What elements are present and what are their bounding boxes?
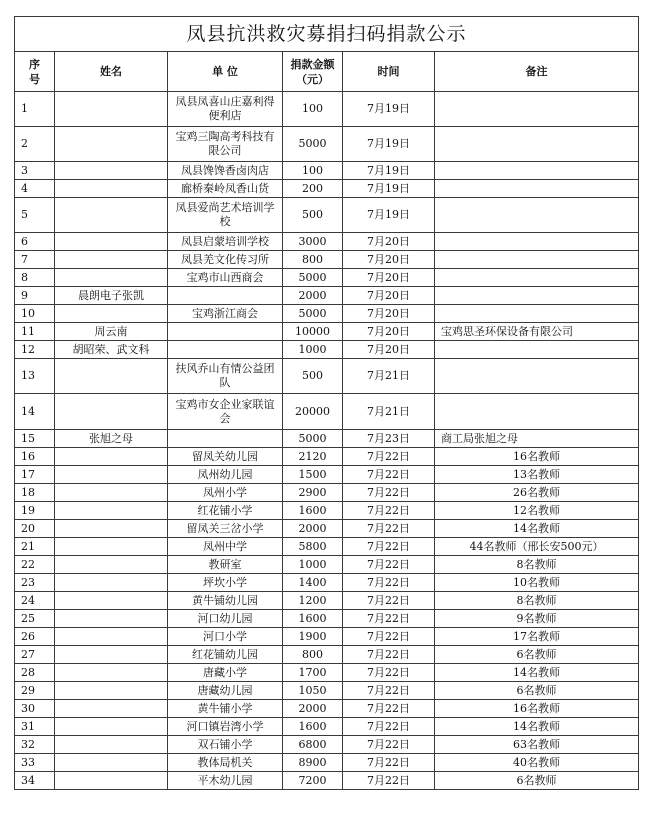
row-unit: 双石铺小学 [168, 736, 283, 754]
row-unit: 留凤关幼儿园 [168, 448, 283, 466]
row-seq: 19 [15, 502, 55, 520]
table-row [15, 664, 639, 682]
row-name [55, 269, 168, 287]
row-note [435, 162, 639, 180]
row-amount: 5000 [283, 269, 343, 287]
row-seq: 20 [15, 520, 55, 538]
row-unit: 宝鸡市女企业家联谊会 [168, 394, 283, 430]
table-row [15, 305, 639, 323]
donation-rows [15, 92, 639, 790]
row-amount: 1000 [283, 556, 343, 574]
row-amount: 6800 [283, 736, 343, 754]
row-time: 7月20日 [343, 287, 435, 305]
row-seq: 33 [15, 754, 55, 772]
row-seq: 32 [15, 736, 55, 754]
row-seq: 12 [15, 341, 55, 359]
row-unit: 凤县馋馋香卤肉店 [168, 162, 283, 180]
row-seq: 26 [15, 628, 55, 646]
row-amount: 1600 [283, 718, 343, 736]
row-note: 14名教师 [435, 520, 639, 538]
row-seq: 34 [15, 772, 55, 790]
row-name [55, 700, 168, 718]
table-row [15, 287, 639, 305]
row-name [55, 646, 168, 664]
row-name [55, 718, 168, 736]
row-note [435, 359, 639, 394]
table-row [15, 251, 639, 269]
row-unit: 平木幼儿园 [168, 772, 283, 790]
row-unit: 扶风乔山有情公益团队 [168, 359, 283, 394]
row-unit: 唐藏幼儿园 [168, 682, 283, 700]
row-seq: 31 [15, 718, 55, 736]
row-note: 商工局张旭之母 [435, 430, 639, 448]
row-note: 8名教师 [435, 592, 639, 610]
row-time: 7月22日 [343, 754, 435, 772]
row-amount: 100 [283, 92, 343, 127]
row-note: 26名教师 [435, 484, 639, 502]
table-row [15, 556, 639, 574]
row-note: 宝鸡思圣环保设备有限公司 [435, 323, 639, 341]
row-seq: 22 [15, 556, 55, 574]
row-name [55, 448, 168, 466]
row-name [55, 305, 168, 323]
row-amount: 1600 [283, 502, 343, 520]
table-row [15, 233, 639, 251]
row-amount: 8900 [283, 754, 343, 772]
document-title: 凤县抗洪救灾募捐扫码捐款公示 [15, 17, 639, 52]
table-row [15, 269, 639, 287]
row-name [55, 180, 168, 198]
row-unit: 凤州小学 [168, 484, 283, 502]
row-amount: 2000 [283, 287, 343, 305]
row-unit: 唐藏小学 [168, 664, 283, 682]
row-seq: 16 [15, 448, 55, 466]
row-name [55, 736, 168, 754]
row-time: 7月22日 [343, 610, 435, 628]
row-seq: 27 [15, 646, 55, 664]
row-amount: 5000 [283, 305, 343, 323]
row-unit: 教研室 [168, 556, 283, 574]
row-seq: 7 [15, 251, 55, 269]
table-row [15, 484, 639, 502]
row-time: 7月19日 [343, 92, 435, 127]
row-name [55, 628, 168, 646]
row-time: 7月22日 [343, 448, 435, 466]
row-name: 晨朗电子张凯 [55, 287, 168, 305]
row-note: 8名教师 [435, 556, 639, 574]
table-row [15, 520, 639, 538]
row-name [55, 484, 168, 502]
row-time: 7月22日 [343, 484, 435, 502]
table-row [15, 180, 639, 198]
row-amount: 3000 [283, 233, 343, 251]
row-unit [168, 287, 283, 305]
row-time: 7月22日 [343, 682, 435, 700]
table-row [15, 646, 639, 664]
row-time: 7月22日 [343, 502, 435, 520]
table-row [15, 592, 639, 610]
row-amount: 200 [283, 180, 343, 198]
row-time: 7月22日 [343, 628, 435, 646]
donation-notice-document [14, 16, 638, 790]
table-row [15, 682, 639, 700]
table-row [15, 430, 639, 448]
row-name: 胡昭荣、武文科 [55, 341, 168, 359]
row-note: 40名教师 [435, 754, 639, 772]
row-time: 7月19日 [343, 162, 435, 180]
row-name [55, 394, 168, 430]
row-time: 7月23日 [343, 430, 435, 448]
row-name [55, 682, 168, 700]
row-amount: 10000 [283, 323, 343, 341]
row-time: 7月22日 [343, 700, 435, 718]
row-unit: 凤州中学 [168, 538, 283, 556]
row-seq: 28 [15, 664, 55, 682]
row-note: 16名教师 [435, 448, 639, 466]
row-time: 7月19日 [343, 127, 435, 162]
row-name [55, 664, 168, 682]
row-note: 17名教师 [435, 628, 639, 646]
row-seq: 4 [15, 180, 55, 198]
row-seq: 29 [15, 682, 55, 700]
row-seq: 23 [15, 574, 55, 592]
header-seq: 序 号 [15, 52, 55, 92]
row-note [435, 269, 639, 287]
row-seq: 14 [15, 394, 55, 430]
row-time: 7月22日 [343, 538, 435, 556]
row-seq: 6 [15, 233, 55, 251]
row-amount: 20000 [283, 394, 343, 430]
row-seq: 18 [15, 484, 55, 502]
row-time: 7月19日 [343, 198, 435, 233]
row-note: 12名教师 [435, 502, 639, 520]
row-unit: 红花铺小学 [168, 502, 283, 520]
row-name [55, 754, 168, 772]
row-time: 7月20日 [343, 323, 435, 341]
row-amount: 800 [283, 251, 343, 269]
row-name [55, 359, 168, 394]
row-seq: 11 [15, 323, 55, 341]
row-time: 7月20日 [343, 305, 435, 323]
table-row [15, 466, 639, 484]
table-row [15, 628, 639, 646]
row-name [55, 251, 168, 269]
row-note [435, 341, 639, 359]
row-time: 7月22日 [343, 466, 435, 484]
table-row [15, 700, 639, 718]
row-note: 63名教师 [435, 736, 639, 754]
row-name [55, 162, 168, 180]
row-seq: 25 [15, 610, 55, 628]
header-unit: 单 位 [168, 52, 283, 92]
row-note [435, 251, 639, 269]
table-row [15, 772, 639, 790]
row-seq: 13 [15, 359, 55, 394]
row-seq: 17 [15, 466, 55, 484]
table-row [15, 574, 639, 592]
row-unit [168, 430, 283, 448]
row-unit: 凤县羌文化传习所 [168, 251, 283, 269]
row-seq: 24 [15, 592, 55, 610]
table-row [15, 718, 639, 736]
row-amount: 800 [283, 646, 343, 664]
row-name [55, 772, 168, 790]
row-time: 7月22日 [343, 592, 435, 610]
row-note [435, 305, 639, 323]
row-unit: 廊桥秦岭凤香山货 [168, 180, 283, 198]
row-unit: 凤州幼儿园 [168, 466, 283, 484]
row-note: 14名教师 [435, 718, 639, 736]
row-note [435, 287, 639, 305]
row-seq: 5 [15, 198, 55, 233]
row-amount: 5000 [283, 127, 343, 162]
table-row [15, 341, 639, 359]
row-unit: 河口幼儿园 [168, 610, 283, 628]
row-amount: 2000 [283, 520, 343, 538]
row-name [55, 610, 168, 628]
row-amount: 2900 [283, 484, 343, 502]
row-name: 张旭之母 [55, 430, 168, 448]
row-amount: 1900 [283, 628, 343, 646]
row-unit: 宝鸡三陶高考科技有限公司 [168, 127, 283, 162]
row-amount: 2120 [283, 448, 343, 466]
table-row [15, 323, 639, 341]
row-seq: 8 [15, 269, 55, 287]
row-note [435, 394, 639, 430]
row-seq: 10 [15, 305, 55, 323]
row-time: 7月20日 [343, 341, 435, 359]
row-name [55, 574, 168, 592]
row-note [435, 233, 639, 251]
row-note: 6名教师 [435, 772, 639, 790]
row-amount: 5000 [283, 430, 343, 448]
row-seq: 2 [15, 127, 55, 162]
row-name [55, 92, 168, 127]
table-row [15, 448, 639, 466]
row-unit: 宝鸡浙江商会 [168, 305, 283, 323]
row-seq: 21 [15, 538, 55, 556]
row-name [55, 520, 168, 538]
row-unit: 坪坎小学 [168, 574, 283, 592]
table-row [15, 754, 639, 772]
row-note: 44名教师（邢长安500元） [435, 538, 639, 556]
table-row [15, 359, 639, 394]
row-time: 7月21日 [343, 394, 435, 430]
row-amount: 1200 [283, 592, 343, 610]
row-time: 7月19日 [343, 180, 435, 198]
row-amount: 5800 [283, 538, 343, 556]
row-time: 7月22日 [343, 646, 435, 664]
row-amount: 1400 [283, 574, 343, 592]
table-row [15, 394, 639, 430]
row-name [55, 233, 168, 251]
row-time: 7月22日 [343, 736, 435, 754]
row-note: 10名教师 [435, 574, 639, 592]
row-amount: 1000 [283, 341, 343, 359]
row-time: 7月22日 [343, 520, 435, 538]
row-unit: 红花铺幼儿园 [168, 646, 283, 664]
row-amount: 7200 [283, 772, 343, 790]
row-seq: 9 [15, 287, 55, 305]
table-row [15, 162, 639, 180]
row-time: 7月22日 [343, 772, 435, 790]
table-row [15, 127, 639, 162]
table-row [15, 736, 639, 754]
row-time: 7月20日 [343, 251, 435, 269]
row-note [435, 92, 639, 127]
row-time: 7月22日 [343, 556, 435, 574]
row-note: 9名教师 [435, 610, 639, 628]
row-name [55, 538, 168, 556]
row-seq: 30 [15, 700, 55, 718]
row-time: 7月21日 [343, 359, 435, 394]
row-unit: 留凤关三岔小学 [168, 520, 283, 538]
row-name: 周云南 [55, 323, 168, 341]
row-amount: 500 [283, 198, 343, 233]
row-seq: 3 [15, 162, 55, 180]
row-note [435, 127, 639, 162]
table-row [15, 92, 639, 127]
header-amount: 捐款金额 （元） [283, 52, 343, 92]
row-amount: 1700 [283, 664, 343, 682]
row-unit: 凤县爱尚艺术培训学校 [168, 198, 283, 233]
donation-table [14, 16, 639, 790]
row-time: 7月20日 [343, 233, 435, 251]
row-note: 6名教师 [435, 646, 639, 664]
row-seq: 15 [15, 430, 55, 448]
header-note: 备注 [435, 52, 639, 92]
table-row [15, 502, 639, 520]
row-note [435, 180, 639, 198]
header-time: 时间 [343, 52, 435, 92]
row-note [435, 198, 639, 233]
row-time: 7月20日 [343, 269, 435, 287]
row-amount: 1600 [283, 610, 343, 628]
row-note: 14名教师 [435, 664, 639, 682]
row-name [55, 592, 168, 610]
row-unit: 凤县凤喜山庄嘉利得便利店 [168, 92, 283, 127]
row-time: 7月22日 [343, 664, 435, 682]
row-note: 13名教师 [435, 466, 639, 484]
row-unit: 凤县启蒙培训学校 [168, 233, 283, 251]
table-row [15, 610, 639, 628]
row-unit: 河口镇岩湾小学 [168, 718, 283, 736]
row-name [55, 502, 168, 520]
row-amount: 500 [283, 359, 343, 394]
row-note: 6名教师 [435, 682, 639, 700]
table-row [15, 538, 639, 556]
row-time: 7月22日 [343, 718, 435, 736]
row-unit: 教体局机关 [168, 754, 283, 772]
row-seq: 1 [15, 92, 55, 127]
row-amount: 1050 [283, 682, 343, 700]
row-unit [168, 323, 283, 341]
row-amount: 100 [283, 162, 343, 180]
row-time: 7月22日 [343, 574, 435, 592]
table-row [15, 198, 639, 233]
row-name [55, 556, 168, 574]
row-amount: 1500 [283, 466, 343, 484]
row-unit [168, 341, 283, 359]
row-unit: 黄牛铺小学 [168, 700, 283, 718]
row-name [55, 466, 168, 484]
row-amount: 2000 [283, 700, 343, 718]
row-name [55, 198, 168, 233]
row-note: 16名教师 [435, 700, 639, 718]
row-name [55, 127, 168, 162]
row-unit: 宝鸡市山西商会 [168, 269, 283, 287]
row-unit: 黄牛铺幼儿园 [168, 592, 283, 610]
row-unit: 河口小学 [168, 628, 283, 646]
header-name: 姓名 [55, 52, 168, 92]
